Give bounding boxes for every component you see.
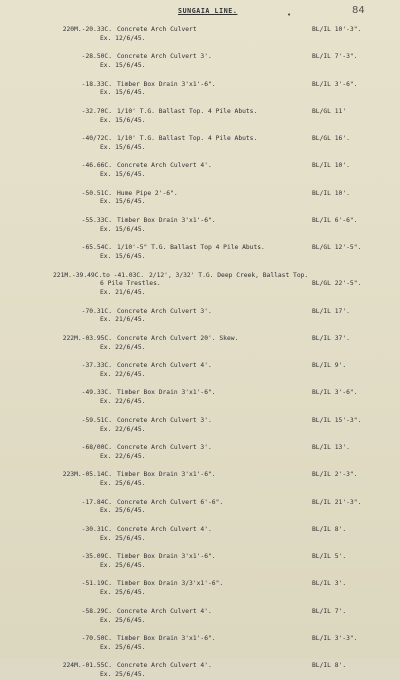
entry-subline: Ex. 15/6/45.	[100, 171, 146, 179]
list-item	[0, 53, 400, 71]
structure-description: Timber Box Drain 3'x1'-6".	[117, 216, 216, 224]
level-reference: BL/GL 12'-5".	[312, 244, 362, 252]
structure-description: Concrete Arch Culvert 4'.	[117, 162, 212, 170]
level-reference: BL/IL 10'-3".	[312, 26, 362, 33]
entry-subline: Ex. 15/6/45.	[100, 89, 146, 97]
entry-subline: Ex. 12/6/45.	[100, 34, 146, 42]
entry-subline: Ex. 15/6/45.	[100, 253, 146, 261]
chainage: -32.70C.	[81, 107, 112, 115]
list-item	[0, 26, 400, 44]
level-reference: BL/IL 8'.	[312, 525, 347, 533]
list-item	[0, 471, 400, 489]
structure-description: Concrete Arch Culvert	[117, 26, 197, 33]
list-item	[0, 162, 400, 180]
pencil-mark: •	[287, 11, 292, 19]
chainage: -50.51C.	[81, 189, 112, 197]
list-item	[0, 108, 400, 126]
entry-subline: Ex. 25/6/45.	[100, 671, 146, 679]
structure-description: Timber Box Drain 3'x1'-6".	[117, 471, 216, 479]
page-number: 84	[352, 5, 365, 16]
list-item	[0, 308, 400, 326]
level-reference: BL/IL 3'-3".	[312, 634, 358, 642]
chainage: 220M.-20.33C.	[62, 26, 112, 33]
level-reference: BL/IL 10'.	[312, 189, 350, 197]
level-reference: BL/IL 10'.	[312, 162, 350, 170]
structure-description: Concrete Arch Culvert 4'.	[117, 607, 212, 615]
entry-subline: Ex. 25/6/45.	[100, 507, 146, 515]
structure-description: Concrete Arch Culvert 3'.	[117, 444, 212, 452]
list-item	[0, 417, 400, 435]
level-reference: BL/IL 3'.	[312, 580, 347, 588]
entry-subline: 6 Pile Trestles.	[100, 280, 161, 288]
entry-subline: Ex. 15/6/45.	[100, 116, 146, 124]
page-footer-blank	[0, 616, 400, 659]
level-reference: BL/IL 13'.	[312, 444, 350, 452]
list-item	[0, 362, 400, 380]
list-item	[0, 244, 400, 262]
list-item	[0, 580, 400, 598]
list-item	[0, 190, 400, 208]
entry-subline: Ex. 25/6/45.	[100, 589, 146, 597]
chainage: -18.33C.	[81, 80, 112, 88]
structure-description: Concrete Arch Culvert 3'.	[117, 416, 212, 424]
structure-description: Concrete Arch Culvert 6'-6".	[117, 498, 224, 506]
entry-subline: Ex. 15/6/45.	[100, 62, 146, 70]
level-reference: BL/IL 6'-6".	[312, 216, 358, 224]
list-item	[0, 217, 400, 235]
structure-description: 1/10' T.G. Ballast Top. 4 Pile Abuts.	[117, 135, 258, 143]
level-reference: BL/IL 9'.	[312, 362, 347, 370]
chainage: -35.09C.	[81, 553, 112, 561]
list-item	[0, 444, 400, 462]
entry-subline: Ex. 22/6/45.	[100, 452, 146, 460]
chainage: -70.31C.	[81, 307, 112, 315]
chainage: 221M.-39.49C.to -41.03C.	[53, 271, 144, 279]
structure-description: Timber Box Drain 3'x1'-6".	[117, 80, 216, 88]
level-reference: BL/GL 11'	[312, 107, 347, 115]
level-reference: BL/GL 22'-5".	[312, 280, 362, 288]
structure-description: Concrete Arch Culvert 4'.	[117, 662, 212, 670]
entry-subline: Ex. 22/6/45.	[100, 398, 146, 406]
chainage: -65.54C.	[81, 244, 112, 252]
structure-description: Concrete Arch Culvert 3'.	[117, 307, 212, 315]
level-reference: BL/IL 5'.	[312, 553, 347, 561]
chainage: -28.50C.	[81, 53, 112, 61]
structure-description: Concrete Arch Culvert 20'. Skew.	[117, 334, 239, 342]
list-item	[0, 335, 400, 353]
entry-subline: Ex. 21/6/45.	[100, 316, 146, 324]
entry-subline: Ex. 22/6/45.	[100, 343, 146, 351]
page-title: SUNGAIA LINE.	[178, 7, 238, 15]
entry-subline: Ex. 25/6/45.	[100, 480, 146, 488]
chainage: -68/00C.	[81, 444, 112, 452]
list-item	[0, 499, 400, 517]
level-reference: BL/IL 15'-3".	[312, 416, 362, 424]
structure-description: Hume Pipe 2'-6".	[117, 189, 178, 197]
entry-line	[0, 272, 400, 281]
entry-subline: Ex. 25/6/45.	[100, 616, 146, 624]
structure-description: Timber Box Drain 3'x1'-6".	[117, 553, 216, 561]
chainage: 224M.-01.55C.	[62, 662, 112, 670]
chainage: -70.50C.	[81, 634, 112, 642]
structure-description: 1/10'-5" T.G. Ballast Top 4 Pile Abuts.	[117, 244, 265, 252]
level-reference: BL/IL 8'.	[312, 662, 347, 670]
structure-description: Concrete Arch Culvert 4'.	[117, 525, 212, 533]
chainage: -37.33C.	[81, 362, 112, 370]
structure-description: Timber Box Drain 3/3'x1'-6".	[117, 580, 224, 588]
chainage: -30.31C.	[81, 525, 112, 533]
level-reference: BL/IL 21'-3".	[312, 498, 362, 506]
level-reference: BL/GL 16'.	[312, 135, 350, 143]
chainage: -40/72C.	[81, 135, 112, 143]
chainage: -59.51C.	[81, 416, 112, 424]
structure-description: Concrete Arch Culvert 4'.	[117, 362, 212, 370]
list-item	[0, 389, 400, 407]
entries-list	[0, 26, 400, 680]
list-item	[0, 526, 400, 544]
chainage: -46.66C.	[81, 162, 112, 170]
list-item	[0, 135, 400, 153]
level-reference: BL/IL 17'.	[312, 307, 350, 315]
entry-subline: Ex. 25/6/45.	[100, 534, 146, 542]
entry-subline: Ex. 25/6/45.	[100, 561, 146, 569]
chainage: -55.33C.	[81, 216, 112, 224]
level-reference: BL/IL 2'-3".	[312, 471, 358, 479]
list-item	[0, 272, 400, 298]
entry-subline-2: Ex. 21/6/45.	[100, 289, 146, 297]
list-item	[0, 662, 400, 680]
level-reference: BL/IL 3'-6".	[312, 80, 358, 88]
list-item	[0, 81, 400, 99]
level-reference: BL/IL 37'.	[312, 334, 350, 342]
entry-subline: Ex. 15/6/45.	[100, 198, 146, 206]
level-reference: BL/IL 7'-3".	[312, 53, 358, 61]
structure-description: Timber Box Drain 3'x1'-6".	[117, 389, 216, 397]
structure-description: Concrete Arch Culvert 3'.	[117, 53, 212, 61]
chainage: -17.84C.	[81, 498, 112, 506]
chainage: 222M.-03.95C.	[62, 334, 112, 342]
entry-subline: Ex. 25/6/45.	[100, 643, 146, 651]
entry-subline: Ex. 15/6/45.	[100, 143, 146, 151]
list-item	[0, 553, 400, 571]
entry-subline: Ex. 22/6/45.	[100, 425, 146, 433]
chainage: -51.19C.	[81, 580, 112, 588]
structure-description: Timber Box Drain 3'x1'-6".	[117, 634, 216, 642]
structure-description: 2/12', 3/32' T.G. Deep Creek, Ballast Top.	[149, 271, 309, 279]
chainage: 223M.-05.14C.	[62, 471, 112, 479]
chainage: -49.33C.	[81, 389, 112, 397]
entry-subline: Ex. 22/6/45.	[100, 370, 146, 378]
level-reference: BL/IL 3'-6".	[312, 389, 358, 397]
structure-description: 1/10' T.G. Ballast Top. 4 Pile Abuts.	[117, 107, 258, 115]
entry-subline: Ex. 15/6/45.	[100, 225, 146, 233]
chainage: -58.29C.	[81, 607, 112, 615]
level-reference: BL/IL 7'.	[312, 607, 347, 615]
